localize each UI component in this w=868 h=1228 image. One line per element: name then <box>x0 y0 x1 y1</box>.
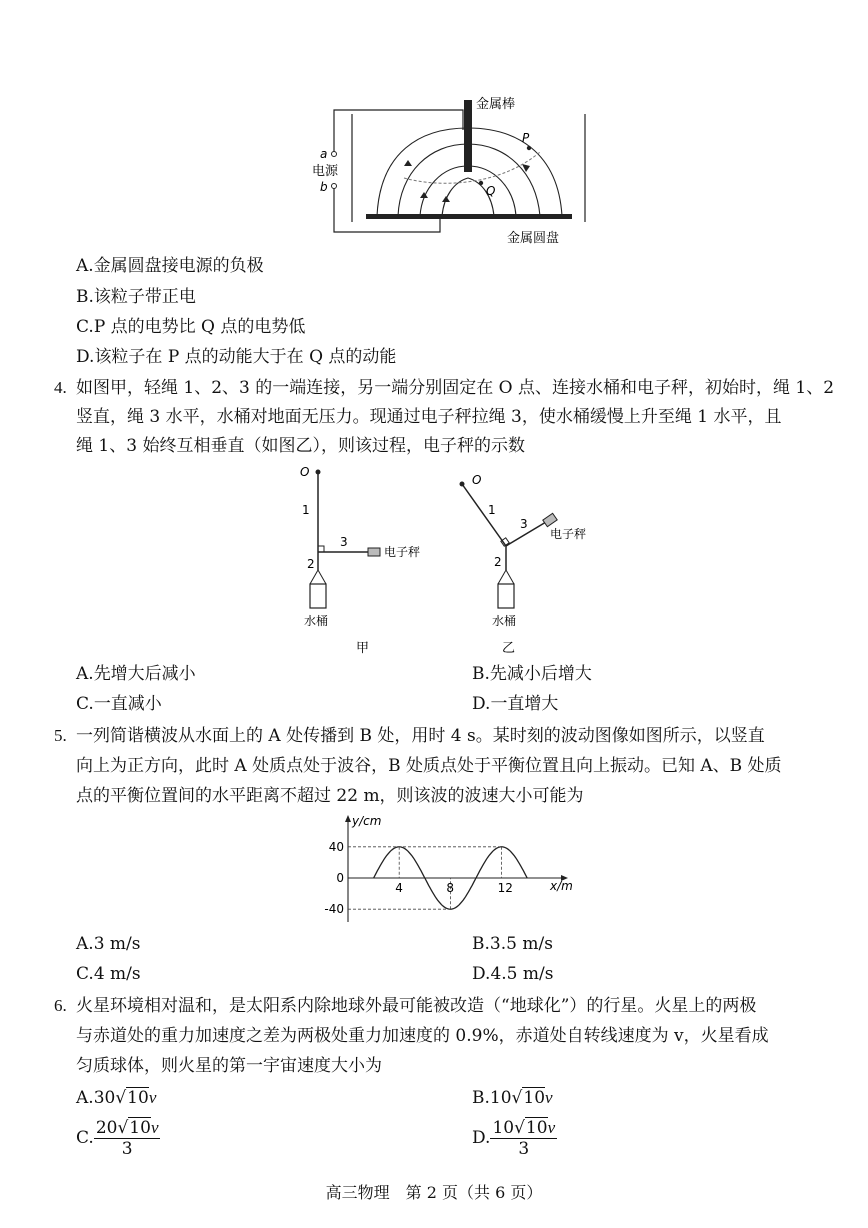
q5-option-d[interactable]: D.4.5 m/s <box>472 964 554 984</box>
x-tick-label: 4 <box>395 881 403 895</box>
yi-scale-label: 电子秤 <box>550 527 587 541</box>
y-tick-label: -40 <box>324 902 344 917</box>
y-axis-label: y/cm <box>352 814 382 828</box>
q4-option-a[interactable]: A.先增大后减小 <box>76 664 196 684</box>
q4-option-d[interactable]: D.一直增大 <box>472 694 559 714</box>
q5-option-b[interactable]: B.3.5 m/s <box>472 934 553 954</box>
caption-yi: 乙 <box>502 641 516 656</box>
q5-option-c[interactable]: C.4 m/s <box>76 964 141 984</box>
point-q-label: Q <box>486 184 496 198</box>
terminal-b: b <box>320 180 328 194</box>
caption-jia: 甲 <box>356 641 370 656</box>
q5-number: 5. <box>54 726 67 745</box>
q5-stem-line-1: 一列简谐横波从水面上的 A 处传播到 B 处，用时 4 s。某时刻的波动图像如图所示，以竖直 <box>76 726 765 746</box>
jia-rope3-label: 3 <box>340 535 348 549</box>
q6-number: 6. <box>54 996 67 1015</box>
jia-o-label: O <box>300 465 310 479</box>
y-tick-label: 40 <box>328 839 344 854</box>
q4-option-b[interactable]: B.先减小后增大 <box>472 664 592 684</box>
jia-scale-label: 电子秤 <box>384 545 421 559</box>
q4-stem-line-1: 如图甲，轻绳 1、2、3 的一端连接，另一端分别固定在 O 点、连接水桶和电子秤，初始时，绳 1、2 <box>76 378 835 398</box>
x-tick-label: 8 <box>446 881 455 895</box>
q4-stem-line-3: 绳 1、3 始终互相垂直（如图乙），则该过程，电子秤的示数 <box>76 436 525 456</box>
jia-rope1-label: 1 <box>302 503 310 517</box>
wave-chart <box>318 812 578 927</box>
field-figure <box>300 92 600 252</box>
y-tick-label: 0 <box>336 871 344 885</box>
yi-o-label: O <box>472 473 482 487</box>
q5-stem-line-2: 向上为正方向，此时 A 处质点处于波谷，B 处质点处于平衡位置且向上振动。已知 A、B 处质 <box>76 756 782 776</box>
yi-rope2-label: 2 <box>494 555 502 569</box>
q5-stem-line-3: 点的平衡位置间的水平距离不超过 22 m，则该波的波速大小可能为 <box>76 786 584 806</box>
q5-option-a[interactable]: A.3 m/s <box>76 934 141 954</box>
yi-bucket-label: 水桶 <box>492 614 517 628</box>
q6-option-d[interactable]: D. $\frac{10√10v}{3}$ <box>472 1118 556 1159</box>
point-p-label: P <box>522 131 530 145</box>
metal-rod-label: 金属棒 <box>476 97 516 112</box>
x-tick-label: 12 <box>497 881 513 895</box>
x-axis-label: x/m <box>550 879 573 893</box>
q6-option-a[interactable]: A.30√10v <box>76 1088 157 1108</box>
q4-option-c[interactable]: C.一直减小 <box>76 694 162 714</box>
q4-number: 4. <box>54 378 67 397</box>
q3-option-a[interactable]: A.金属圆盘接电源的负极 <box>76 256 264 276</box>
yi-rope1-label: 1 <box>488 503 496 517</box>
power-source-label: 电源 <box>312 164 339 179</box>
jia-bucket-label: 水桶 <box>304 614 329 628</box>
jia-rope2-label: 2 <box>307 557 315 571</box>
terminal-a: a <box>320 147 328 161</box>
q6-option-c[interactable]: C. $\frac{20√10v}{3}$ <box>76 1118 159 1159</box>
metal-disk-label: 金属圆盘 <box>507 231 560 246</box>
q3-option-b[interactable]: B.该粒子带正电 <box>76 287 196 307</box>
q3-option-c[interactable]: C.P 点的电势比 Q 点的电势低 <box>76 317 306 337</box>
q4-stem-line-2: 竖直，绳 3 水平，水桶对地面无压力。现通过电子秤拉绳 3，使水桶缓慢上升至绳 1 水平，且 <box>76 407 782 427</box>
q6-option-b[interactable]: B.10√10v <box>472 1088 553 1108</box>
yi-rope3-label: 3 <box>520 517 528 531</box>
q6-stem-line-3: 匀质球体，则火星的第一宇宙速度大小为 <box>76 1056 382 1076</box>
rope-figure <box>280 462 620 662</box>
q6-stem-line-1: 火星环境相对温和，是太阳系内除地球外最可能被改造（“地球化”）的行星。火星上的两极 <box>76 996 757 1016</box>
q6-stem-line-2: 与赤道处的重力加速度之差为两极处重力加速度的 0.9%，赤道处自转线速度为 v，火星看成 <box>76 1026 769 1046</box>
page-footer: 高三物理 第 2 页（共 6 页） <box>325 1183 543 1202</box>
q3-option-d[interactable]: D.该粒子在 P 点的动能大于在 Q 点的动能 <box>76 347 397 367</box>
